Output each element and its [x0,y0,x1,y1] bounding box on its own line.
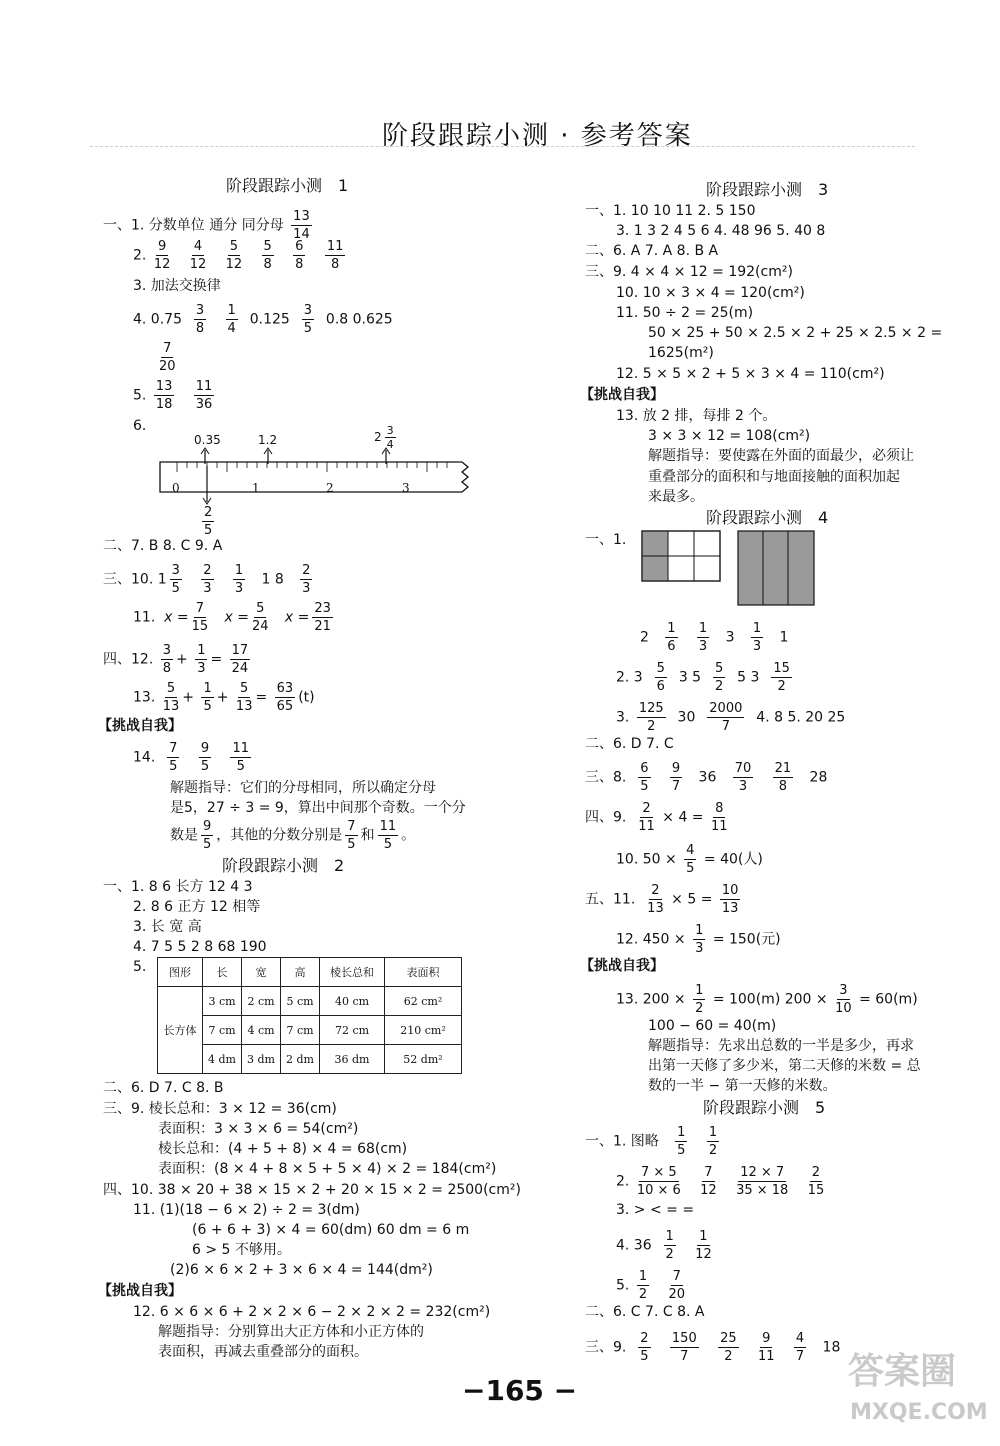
s2-q9b: 表面积：3 × 3 × 6 = 54(cm²) [158,1121,359,1137]
s1-q4: 4. 0.75 $\frac{3}{8}$ $\frac{1}{4}$ 0.125 $\frac{3}{5}$ 0.8 0.625 [133,303,393,336]
table-cell: 3 cm [203,987,242,1016]
s2-q1: 一、1. 8 6 长方 12 4 3 [103,879,253,895]
ruler-mark-2-3-4: 2 $\frac{3}{4}$ [374,424,394,451]
table-cell: 5 cm [281,987,320,1016]
s1-challenge-heading: 【挑战自我】 [98,718,182,734]
s1-q13: 13. $\frac{5}{13}$ + $\frac{1}{5}$ + $\frac{5}{13}$ = $\frac{63}{65}$ (t) [133,681,315,714]
s4-explain-1: 解题指导：先求出总数的一半是多少，再求 [648,1038,914,1054]
s3-explain-3: 来最多。 [648,489,704,505]
s1-q3: 3. 加法交换律 [133,278,221,294]
table-header: 长 [203,958,242,987]
table-row [158,987,462,1016]
s1-q6: 6. [133,418,147,434]
s3-q9: 三、9. 4 × 4 × 12 = 192(cm²) [585,264,793,280]
table-cell: 62 cm² [385,987,462,1016]
s3-challenge-heading: 【挑战自我】 [580,387,664,403]
table-header-row [158,958,462,987]
s1-q4-cont: $\frac{7}{20}$ [159,341,176,374]
table-cell: 52 dm² [385,1045,462,1074]
s2-explain-2: 表面积，再减去重叠部分的面积。 [158,1344,368,1360]
table-cell: 长方体 [158,987,203,1074]
s4-q1: 一、1. [585,532,627,548]
table-header: 棱长总和 [320,958,385,987]
section-3-title: 阶段跟踪小测 3 [706,180,829,199]
s2-q3: 3. 长 宽 高 [133,919,202,935]
cuboid-table [157,957,462,1074]
s3-q3-5: 3. 1 3 2 4 5 6 4. 48 96 5. 40 8 [616,223,826,239]
s5-q9: 三、9. $\frac{2}{5}$ $\frac{150}{7}$ $\frac{25}{2}$ $\frac{9}{11}$ $\frac{4}{7}$ 18 [585,1331,841,1364]
s2-explain-1: 解题指导：分别算出大正方体和小正方体的 [158,1324,424,1340]
fraction-grid-figures [638,528,818,608]
s5-q5: 5. $\frac{1}{2}$ $\frac{7}{20}$ [616,1269,685,1302]
table-cell: 2 cm [242,987,281,1016]
s4-q9: 四、9. $\frac{2}{11}$ × 4 = $\frac{8}{11}$ [585,801,728,834]
table-row [158,1016,462,1045]
page-title: 阶段跟踪小测 · 参考答案 [382,121,693,151]
table-header: 表面积 [385,958,462,987]
s5-q4: 4. 36 $\frac{1}{2}$ $\frac{1}{12}$ [616,1229,712,1262]
table-cell: 40 cm [320,987,385,1016]
s3-q13-line2: 3 × 3 × 12 = 108(cm²) [648,428,811,444]
s5-q3: 3. > < = = [616,1202,695,1218]
table-cell: 7 cm [203,1016,242,1045]
section-1-title: 阶段跟踪小测 1 [226,176,349,195]
s1-q10: 三、10. 1 $\frac{3}{5}$ $\frac{2}{3}$ $\frac{1}{3}$ 1 8 $\frac{2}{3}$ [103,563,311,596]
s4-q6-7: 二、6. D 7. C [585,736,674,752]
s3-q11-line2: 50 × 25 + 50 × 2.5 × 2 + 25 × 2.5 × 2 = [648,325,943,341]
s4-q1-answers: 2 $\frac{1}{6}$ $\frac{1}{3}$ 3 $\frac{1}{3}$ 1 [640,621,789,654]
s4-q13: 13. 200 × $\frac{1}{2}$ = 100(m) 200 × $\frac{3}{10}$ = 60(m) [616,983,918,1016]
s2-challenge-heading: 【挑战自我】 [98,1283,182,1299]
s4-q8: 三、8. $\frac{6}{5}$ $\frac{9}{7}$ 36 $\frac{70}{3}$ $\frac{21}{8}$ 28 [585,761,828,794]
s2-q11b: (6 + 6 + 3) × 4 = 60(dm) 60 dm = 6 m [192,1222,470,1238]
number-ruler [150,420,480,540]
s4-q11: 五、11. $\frac{2}{13}$ × 5 = $\frac{10}{13}$ [585,883,739,916]
s2-q11c: 6 > 5 不够用。 [192,1242,291,1258]
s1-q5: 5. $\frac{13}{18}$ $\frac{11}{36}$ [133,379,213,412]
s3-q11: 11. 50 ÷ 2 = 25(m) [616,305,754,321]
s2-q10: 四、10. 38 × 20 + 38 × 15 × 2 + 20 × 15 × 2 = 2500(cm²) [103,1182,521,1198]
table-header: 宽 [242,958,281,987]
s1-q12: 四、12. $\frac{3}{8}$ + $\frac{1}{3}$ = $\frac{17}{24}$ [103,643,249,676]
section-2-title: 阶段跟踪小测 2 [222,856,345,875]
ruler-label-1: 1 [252,481,260,495]
s2-q2: 2. 8 6 正方 12 相等 [133,899,261,915]
s3-q13: 13. 放 2 排，每排 2 个。 [616,408,777,424]
ruler-label-2: 2 [326,481,334,495]
table-cell: 72 cm [320,1016,385,1045]
s1-q7-9: 二、7. B 8. C 9. A [103,538,223,554]
s4-q2: 2. 3 $\frac{5}{6}$ 3 5 $\frac{5}{2}$ 5 3 $\frac{15}{2}$ [616,661,790,694]
s2-q11d: (2)6 × 6 × 2 + 3 × 6 × 4 = 144(dm²) [170,1262,433,1278]
s2-q11a: 11. (1)(18 − 6 × 2) ÷ 2 = 3(dm) [133,1202,360,1218]
s3-explain-2: 重叠部分的面积和与地面接触的面积加起 [648,469,900,485]
table-cell: 2 dm [281,1045,320,1074]
watermark-url: MXQE.COM [850,1400,988,1425]
table-cell: 4 dm [203,1045,242,1074]
s4-q12: 12. 450 × $\frac{1}{3}$ = 150(元) [616,923,781,956]
s2-q6-8: 二、6. D 7. C 8. B [103,1080,224,1096]
s4-q13-line2: 100 − 60 = 40(m) [648,1018,777,1034]
s4-q3-5: 3. $\frac{125}{2}$ 30 $\frac{2000}{7}$ 4. 8 5. 20 25 [616,701,846,734]
section-4-title: 阶段跟踪小测 4 [706,508,829,527]
s3-q12: 12. 5 × 5 × 2 + 5 × 3 × 4 = 110(cm²) [616,366,885,382]
ruler-label-3: 3 [402,481,410,495]
ruler-label-0: 0 [172,481,180,495]
s1-q14: 14. $\frac{7}{5}$ $\frac{9}{5}$ $\frac{11}{5}$ [133,741,249,774]
table-cell: 210 cm² [385,1016,462,1045]
s4-challenge-heading: 【挑战自我】 [580,958,664,974]
s1-q11: 11. x = $\frac{7}{15}$ x = $\frac{5}{24}$ x = $\frac{23}{21}$ [133,601,331,634]
title-divider [90,146,915,147]
s2-q5: 5. [133,959,147,975]
table-header: 图形 [158,958,203,987]
s4-explain-3: 数的一半 − 第一天修的米数。 [648,1078,837,1094]
table-cell: 3 dm [242,1045,281,1074]
table-cell: 4 cm [242,1016,281,1045]
page-number: −165 − [462,1374,578,1407]
table-cell: 7 cm [281,1016,320,1045]
s5-q1: 一、1. 图略 $\frac{1}{5}$ $\frac{1}{2}$ [585,1125,718,1158]
s1-explain-2: 是5，27 ÷ 3 = 9，算出中间那个奇数。一个分 [170,800,466,816]
s4-q10: 10. 50 × $\frac{4}{5}$ = 40(人) [616,843,763,876]
ruler-below-fraction: $\frac{2}{5}$ [204,505,213,538]
s4-explain-2: 出第一天修了多少米，第二天修的米数 = 总 [648,1058,921,1074]
s2-q12: 12. 6 × 6 × 6 + 2 × 2 × 6 − 2 × 2 × 2 = 232(cm²) [133,1304,491,1320]
watermark-logo: 答案圈 [848,1351,957,1392]
s1-q1: 一、1. 分数单位 通分 同分母 $\frac{13}{14}$ [103,209,310,242]
s5-q6-8: 二、6. C 7. C 8. A [585,1304,705,1320]
s1-explain-1: 解题指导：它们的分母相同，所以确定分母 [170,780,436,796]
s2-q4: 4. 7 5 5 2 8 68 190 [133,939,267,955]
s2-q9c: 棱长总和：(4 + 5 + 8) × 4 = 68(cm) [158,1141,408,1157]
s1-explain-3: 数是 $\frac{9}{5}$ ，其他的分数分别是 $\frac{7}{5}$ 和 $\frac{11}{5}$ 。 [170,819,416,852]
s3-explain-1: 解题指导：要使露在外面的面最少，必须让 [648,448,914,464]
s3-q1-2: 一、1. 10 10 11 2. 5 150 [585,203,756,219]
ruler-mark-12: 1.2 [258,433,278,447]
s5-q2: 2. $\frac{7 \times 5}{10 \times 6}$ $\frac{7}{12}$ $\frac{12 \times 7}{35 \times 18}$ $\frac{2}{15}$ [616,1165,825,1198]
s3-q11-line3: 1625(m²) [648,345,714,361]
table-cell: 36 dm [320,1045,385,1074]
table-row [158,1045,462,1074]
table-header: 高 [281,958,320,987]
s2-q9a: 三、9. 棱长总和：3 × 12 = 36(cm) [103,1101,337,1117]
ruler-mark-035: 0.35 [194,433,221,447]
s2-q9d: 表面积：(8 × 4 + 8 × 5 + 5 × 4) × 2 = 184(cm²) [158,1161,497,1177]
s3-q6-8: 二、6. A 7. A 8. B A [585,243,719,259]
section-5-title: 阶段跟踪小测 5 [703,1098,826,1117]
s1-q2: 2. $\frac{9}{12}$ $\frac{4}{12}$ $\frac{5}{12}$ $\frac{5}{8}$ $\frac{6}{8}$ $\frac{11}{8}$ [133,239,344,272]
s3-q10: 10. 10 × 3 × 4 = 120(cm²) [616,285,805,301]
